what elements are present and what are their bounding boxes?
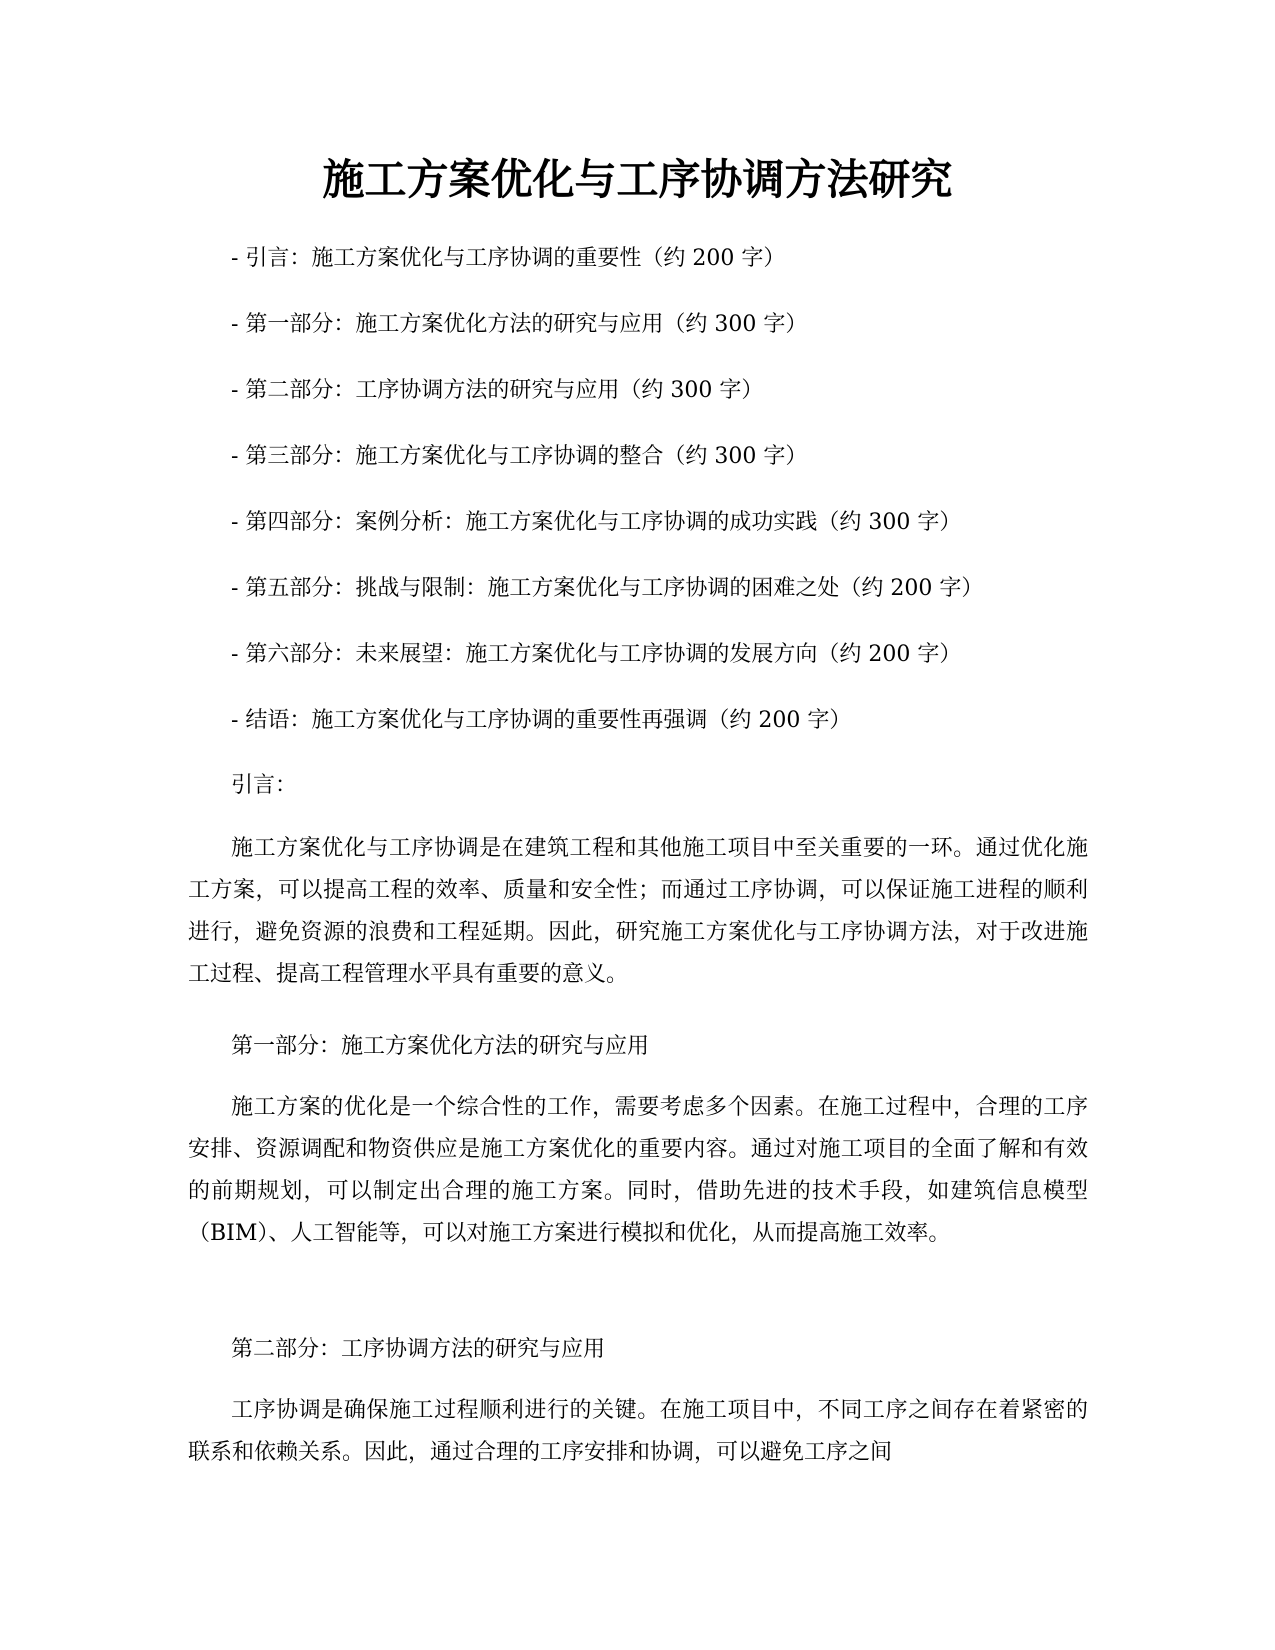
outline-item: - 第四部分：案例分析：施工方案优化与工序协调的成功实践（约 300 字） (231, 510, 962, 535)
part2-paragraph: 工序协调是确保施工过程顺利进行的关键。在施工项目中，不同工序之间存在着紧密的联系和依赖关系。因此，通过合理的工序安排和协调，可以避免工序之间 (188, 1398, 1088, 1465)
outline-item: - 结语：施工方案优化与工序协调的重要性再强调（约 200 字） (231, 708, 852, 733)
intro-paragraph: 施工方案优化与工序协调是在建筑工程和其他施工项目中至关重要的一环。通过优化施工方案，可以提高工程的效率、质量和安全性；而通过工序协调，可以保证施工进程的顺利进行，避免资源的浪费和工程延期。因此，研究施工方案优化与工序协调方法，对于改进施工过程、提高工程管理水平具有重要的意义。 (188, 836, 1088, 987)
outline-item: - 第二部分：工序协调方法的研究与应用（约 300 字） (231, 378, 764, 403)
part2-heading: 第二部分：工序协调方法的研究与应用 (231, 1337, 606, 1362)
document-title: 施工方案优化与工序协调方法研究 (322, 155, 953, 204)
outline-item: - 第一部分：施工方案优化方法的研究与应用（约 300 字） (231, 312, 808, 337)
part1-heading: 第一部分：施工方案优化方法的研究与应用 (231, 1034, 650, 1059)
outline-list (231, 243, 1131, 771)
outline-item: - 引言：施工方案优化与工序协调的重要性（约 200 字） (231, 246, 786, 271)
part1-paragraph: 施工方案的优化是一个综合性的工作，需要考虑多个因素。在施工过程中，合理的工序安排、资源调配和物资供应是施工方案优化的重要内容。通过对施工项目的全面了解和有效的前期规划，可以制定出合理的施工方案。同时，借助先进的技术手段，如建筑信息模型（BIM）、人工智能等，可以对施工方案进行模拟和优化，从而提高施工效率。 (188, 1095, 1088, 1246)
outline-item: - 第六部分：未来展望：施工方案优化与工序协调的发展方向（约 200 字） (231, 642, 962, 667)
intro-heading: 引言： (231, 773, 298, 798)
outline-item: - 第五部分：挑战与限制：施工方案优化与工序协调的困难之处（约 200 字） (231, 576, 984, 601)
outline-item: - 第三部分：施工方案优化与工序协调的整合（约 300 字） (231, 444, 808, 469)
